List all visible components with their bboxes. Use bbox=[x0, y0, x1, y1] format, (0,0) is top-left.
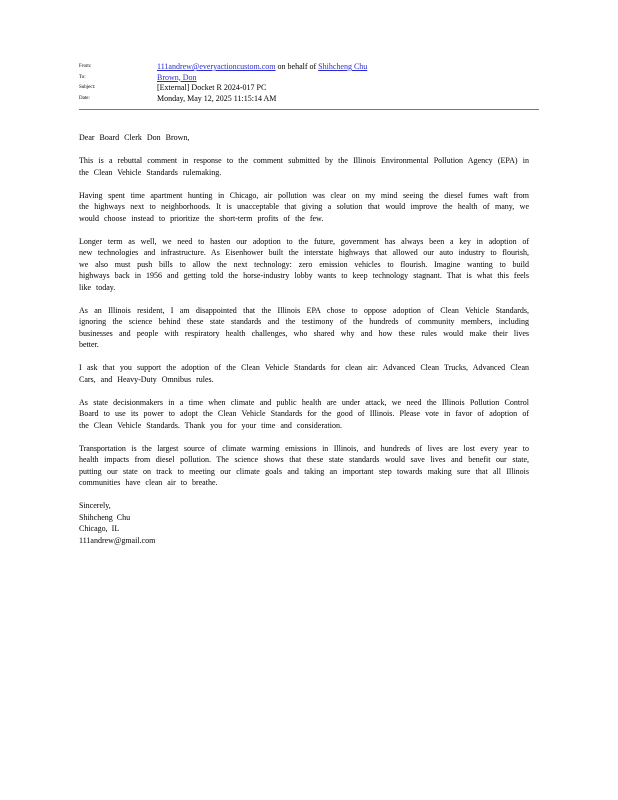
to-value-link[interactable]: Brown, Don bbox=[157, 72, 197, 82]
paragraph-2: Having spent time apartment hunting in Chicago, air pollution was clear on my mind seeing the diesel fumes waft from the highways next to neighborhoods. It is unacceptable that giving a solution that would improve the health of many, we would choose instead to prioritize the short-term profits of the few. bbox=[79, 190, 529, 223]
subject-label: Subject: bbox=[79, 85, 96, 90]
paragraph-4: As an Illinois resident, I am disappointed that the Illinois EPA chose to oppose adoption of Clean Vehicle Standards, ignoring the science behind these state standards and the testimony of the hundreds of community members, including businesses and people with respiratory health challenges, who shared why and how these rules would make their lives better. bbox=[79, 305, 529, 349]
date-label: Date: bbox=[79, 95, 90, 101]
from-email-link[interactable]: 111andrew@everyactioncustom.com bbox=[157, 62, 276, 71]
email-header bbox=[79, 62, 539, 104]
paragraph-3: Longer term as well, we need to hasten our adoption to the future, government has always been a key in adoption of new technologies and infrastructure. As Eisenhower built the interstate highways that allowed our auto industry to flourish, we also must push bills to allow the next technology: zero emission vehicles to flourish. Imagine wanting to build highways back in 1956 and getting told the horse-industry lobby wants to keep technology stagnant. That is what this feels like today. bbox=[79, 236, 529, 292]
from-label: From: bbox=[79, 64, 92, 69]
paragraph-6: As state decisionmakers in a time when climate and public health are under attack, we need the Illinois Pollution Control Board to use its power to adopt the Clean Vehicle Standards for the good of Illinois. Please vote in favor of adoption of the Clean Vehicle Standards. Thank you for your time and consideration. bbox=[79, 397, 529, 430]
salutation: Dear Board Clerk Don Brown, bbox=[79, 133, 190, 142]
from-middle-text: on behalf of bbox=[277, 62, 317, 71]
to-row bbox=[79, 73, 539, 84]
date-value: Monday, May 12, 2025 11:15:14 AM bbox=[157, 93, 277, 103]
signature-location: Chicago, IL bbox=[79, 524, 120, 533]
header-divider bbox=[79, 109, 539, 110]
to-label: To: bbox=[79, 74, 86, 80]
paragraph-7: Transportation is the largest source of climate warming emissions in Illinois, and hundreds of lives are lost every year to health impacts from diesel pollution. The science shows that these state standards would save lives and benefit our state, putting our state on track to meeting our climate goals and taking an important step towards making sure that all Illinois communities have clean air to breathe. bbox=[79, 443, 529, 487]
from-row bbox=[79, 62, 539, 73]
closing: Sincerely, bbox=[79, 501, 111, 510]
from-value bbox=[157, 62, 367, 72]
signature-block bbox=[79, 500, 529, 546]
signature-name: Shihcheng Chu bbox=[79, 512, 131, 522]
paragraph-5: I ask that you support the adoption of the Clean Vehicle Standards for clean air: Advanced Clean Trucks, Advanced Clean Cars, and Heavy-Duty Omnibus rules. bbox=[79, 363, 529, 384]
date-row bbox=[79, 94, 539, 105]
subject-value: [External] Docket R 2024-017 PC bbox=[157, 83, 267, 92]
signature-email: 111andrew@gmail.com bbox=[79, 535, 156, 545]
from-name-link[interactable]: Shihcheng Chu bbox=[318, 62, 368, 71]
letter-body bbox=[79, 132, 529, 546]
paragraph-1: This is a rebuttal comment in response to the comment submitted by the Illinois Environmental Pollution Agency (EPA) in the Clean Vehicle Standards rulemaking. bbox=[79, 156, 529, 177]
subject-row bbox=[79, 83, 539, 94]
